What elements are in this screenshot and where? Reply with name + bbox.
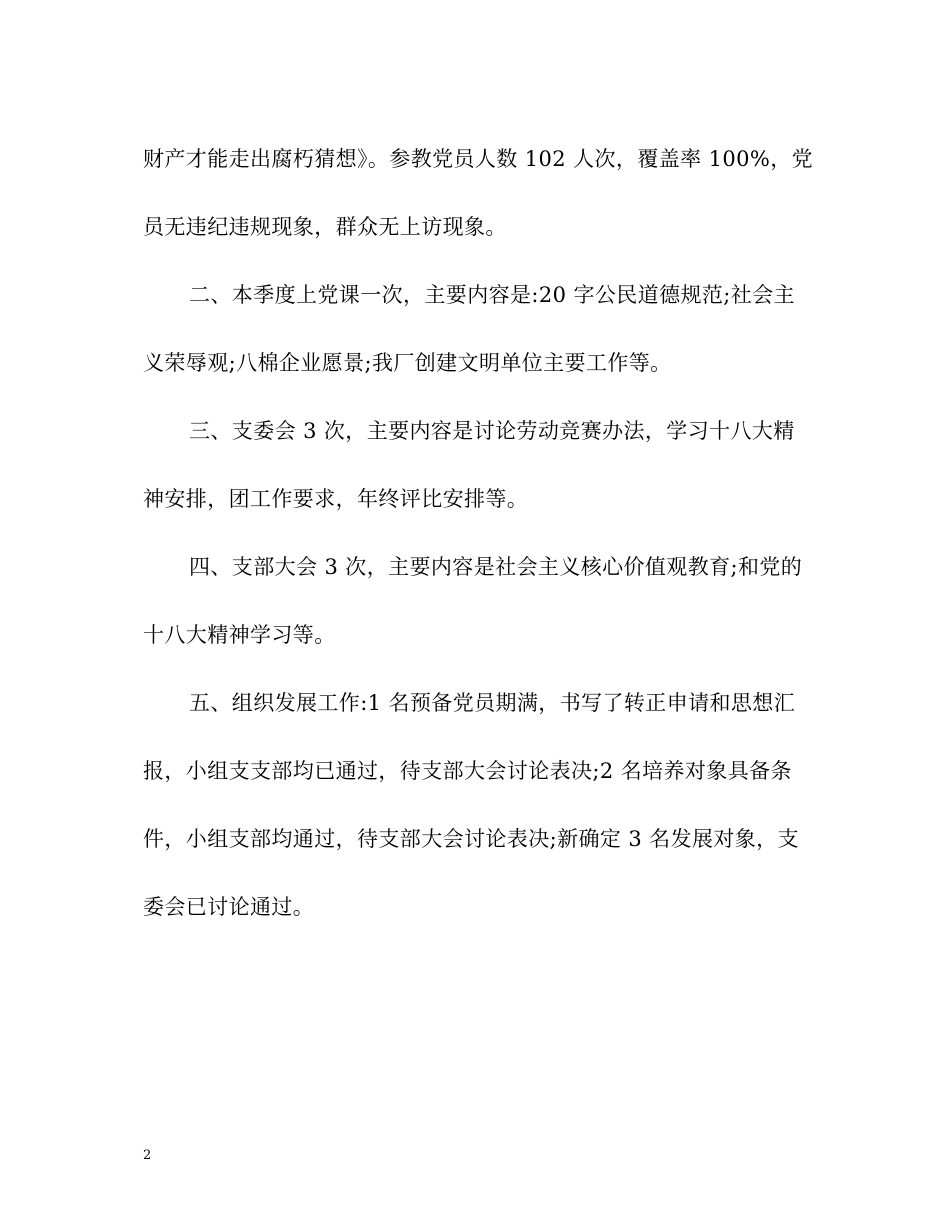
paragraph-line: 二、本季度上党课一次，主要内容是:20 字公民道德规范;社会主	[189, 283, 795, 307]
paragraph-line: 三、支委会 3 次，主要内容是讨论劳动竞赛办法，学习十八大精	[189, 419, 795, 443]
paragraph-line: 员无违纪违规现象，群众无上访现象。	[143, 215, 507, 239]
paragraph-line: 件，小组支部均通过，待支部大会讨论表决;新确定 3 名发展对象，支	[143, 827, 799, 851]
paragraph-line: 报，小组支支部均已通过，待支部大会讨论表决;2 名培养对象具备条	[143, 759, 792, 783]
document-body	[143, 139, 814, 955]
paragraph-line: 五、组织发展工作:1 名预备党员期满，书写了转正申请和思想汇	[189, 691, 796, 715]
paragraph-line: 四、支部大会 3 次，主要内容是社会主义核心价值观教育;和党的	[189, 555, 803, 579]
paragraph-line: 义荣辱观;八棉企业愿景;我厂创建文明单位主要工作等。	[143, 351, 672, 375]
page-number: 2	[143, 1148, 152, 1163]
paragraph-line: 委会已讨论通过。	[143, 895, 315, 919]
paragraph-line: 财产才能走出腐朽猜想》。参教党员人数 102 人次，覆盖率 100%，党	[143, 147, 814, 171]
paragraph-line: 神安排，团工作要求，年终评比安排等。	[143, 487, 529, 511]
paragraph-line: 十八大精神学习等。	[143, 623, 336, 647]
